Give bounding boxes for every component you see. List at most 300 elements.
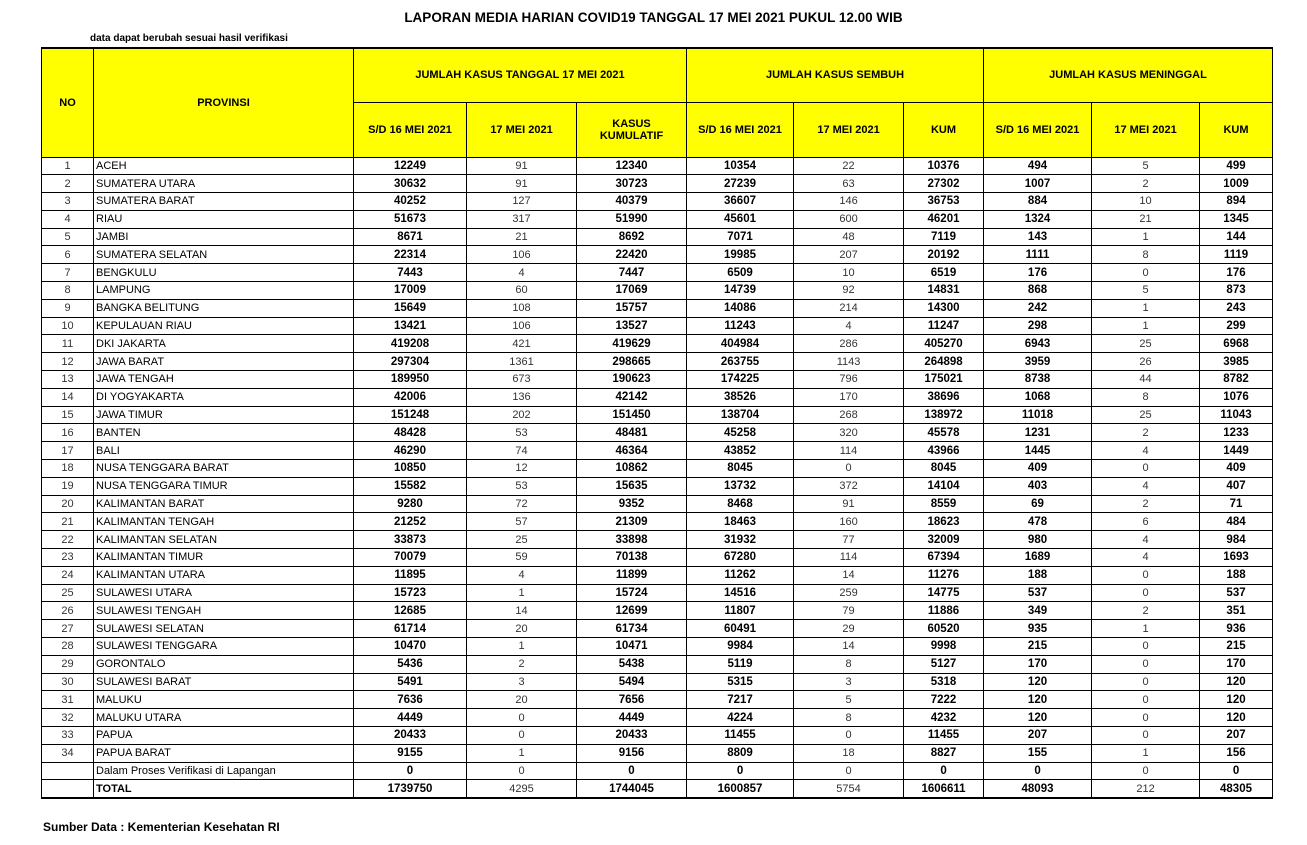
cell-sembuh-sd16: 38526 (687, 388, 794, 406)
cell-no: 5 (42, 228, 94, 246)
cell-sembuh-17: 320 (794, 424, 904, 442)
cell-kasus-sd16: 15723 (354, 584, 467, 602)
cell-no: 13 (42, 371, 94, 389)
cell-sembuh-kum: 175021 (904, 371, 984, 389)
cell-sembuh-17: 170 (794, 388, 904, 406)
cell-meninggal-17: 6 (1092, 513, 1200, 531)
cell-kasus-sd16: 0 (354, 762, 467, 780)
cell-sembuh-17: 29 (794, 620, 904, 638)
header-meninggal-kum: KUM (1200, 102, 1273, 157)
cell-kasus-17: 106 (467, 246, 577, 264)
cell-sembuh-17: 0 (794, 460, 904, 478)
cell-kasus-17: 202 (467, 406, 577, 424)
cell-kasus-sd16: 10850 (354, 460, 467, 478)
table-row (42, 335, 1273, 353)
header-group-meninggal: JUMLAH KASUS MENINGGAL (984, 48, 1273, 102)
cell-provinsi: GORONTALO (94, 655, 354, 673)
cell-no: 31 (42, 691, 94, 709)
cell-sembuh-sd16: 45601 (687, 210, 794, 228)
cell-kasus-sd16: 10470 (354, 638, 467, 656)
cell-sembuh-kum: 10376 (904, 157, 984, 175)
cell-no: 28 (42, 638, 94, 656)
cell-meninggal-sd16: 1068 (984, 388, 1092, 406)
cell-sembuh-17: 600 (794, 210, 904, 228)
cell-provinsi: SULAWESI TENGGARA (94, 638, 354, 656)
cell-meninggal-17: 0 (1092, 566, 1200, 584)
cell-sembuh-kum: 38696 (904, 388, 984, 406)
cell-meninggal-sd16: 11018 (984, 406, 1092, 424)
header-sembuh-sd16: S/D 16 MEI 2021 (687, 102, 794, 157)
cell-sembuh-sd16: 60491 (687, 620, 794, 638)
table-body (42, 157, 1273, 798)
cell-kasus-17: 20 (467, 691, 577, 709)
cell-meninggal-17: 1 (1092, 744, 1200, 762)
cell-sembuh-kum: 7222 (904, 691, 984, 709)
cell-provinsi: SULAWESI SELATAN (94, 620, 354, 638)
cell-meninggal-kum: 188 (1200, 566, 1273, 584)
cell-provinsi: NUSA TENGGARA BARAT (94, 460, 354, 478)
cell-sembuh-kum: 11455 (904, 727, 984, 745)
cell-meninggal-17: 26 (1092, 353, 1200, 371)
cell-meninggal-17: 4 (1092, 442, 1200, 460)
cell-sembuh-17: 5754 (794, 780, 904, 798)
cell-meninggal-17: 10 (1092, 193, 1200, 211)
cell-kasus-kumulatif: 151450 (577, 406, 687, 424)
cell-sembuh-kum: 264898 (904, 353, 984, 371)
cell-kasus-17: 1361 (467, 353, 577, 371)
cell-sembuh-sd16: 14516 (687, 584, 794, 602)
table-row (42, 460, 1273, 478)
cell-kasus-kumulatif: 17069 (577, 282, 687, 300)
cell-meninggal-kum: 409 (1200, 460, 1273, 478)
cell-kasus-kumulatif: 40379 (577, 193, 687, 211)
cell-provinsi: Dalam Proses Verifikasi di Lapangan (94, 762, 354, 780)
cell-meninggal-sd16: 6943 (984, 335, 1092, 353)
cell-meninggal-sd16: 48093 (984, 780, 1092, 798)
cell-sembuh-sd16: 5315 (687, 673, 794, 691)
cell-no: 24 (42, 566, 94, 584)
cell-sembuh-kum: 1606611 (904, 780, 984, 798)
table-row (42, 495, 1273, 513)
cell-kasus-17: 317 (467, 210, 577, 228)
cell-meninggal-kum: 894 (1200, 193, 1273, 211)
cell-no: 1 (42, 157, 94, 175)
cell-no: 9 (42, 299, 94, 317)
cell-meninggal-17: 0 (1092, 709, 1200, 727)
cell-meninggal-17: 0 (1092, 638, 1200, 656)
cell-meninggal-17: 2 (1092, 495, 1200, 513)
cell-kasus-sd16: 42006 (354, 388, 467, 406)
cell-sembuh-sd16: 11262 (687, 566, 794, 584)
cell-meninggal-sd16: 188 (984, 566, 1092, 584)
cell-meninggal-sd16: 207 (984, 727, 1092, 745)
cell-meninggal-17: 0 (1092, 691, 1200, 709)
cell-kasus-sd16: 189950 (354, 371, 467, 389)
cell-meninggal-kum: 120 (1200, 691, 1273, 709)
cell-meninggal-sd16: 1445 (984, 442, 1092, 460)
verification-note: data dapat berubah sesuai hasil verifikasi (90, 33, 288, 44)
cell-meninggal-17: 5 (1092, 282, 1200, 300)
cell-no: 30 (42, 673, 94, 691)
cell-kasus-kumulatif: 7447 (577, 264, 687, 282)
cell-sembuh-sd16: 263755 (687, 353, 794, 371)
cell-provinsi: SULAWESI BARAT (94, 673, 354, 691)
cell-sembuh-kum: 14775 (904, 584, 984, 602)
cell-sembuh-sd16: 14739 (687, 282, 794, 300)
cell-kasus-sd16: 7443 (354, 264, 467, 282)
cell-sembuh-kum: 4232 (904, 709, 984, 727)
cell-sembuh-sd16: 5119 (687, 655, 794, 673)
cell-kasus-17: 25 (467, 531, 577, 549)
cell-provinsi: SUMATERA SELATAN (94, 246, 354, 264)
table-row (42, 727, 1273, 745)
cell-sembuh-sd16: 11455 (687, 727, 794, 745)
cell-provinsi: KEPULAUAN RIAU (94, 317, 354, 335)
cell-meninggal-17: 0 (1092, 727, 1200, 745)
cell-meninggal-sd16: 884 (984, 193, 1092, 211)
cell-meninggal-kum: 351 (1200, 602, 1273, 620)
cell-meninggal-kum: 984 (1200, 531, 1273, 549)
cell-kasus-kumulatif: 0 (577, 762, 687, 780)
cell-provinsi: MALUKU (94, 691, 354, 709)
cell-meninggal-17: 1 (1092, 317, 1200, 335)
cell-sembuh-sd16: 404984 (687, 335, 794, 353)
cell-sembuh-kum: 43966 (904, 442, 984, 460)
cell-kasus-sd16: 297304 (354, 353, 467, 371)
cell-meninggal-sd16: 403 (984, 477, 1092, 495)
cell-meninggal-sd16: 8738 (984, 371, 1092, 389)
table-row (42, 584, 1273, 602)
cell-kasus-kumulatif: 20433 (577, 727, 687, 745)
cell-meninggal-kum: 215 (1200, 638, 1273, 656)
cell-kasus-17: 53 (467, 424, 577, 442)
cell-kasus-17: 1 (467, 638, 577, 656)
cell-kasus-kumulatif: 7656 (577, 691, 687, 709)
cell-meninggal-kum: 936 (1200, 620, 1273, 638)
cell-meninggal-sd16: 120 (984, 691, 1092, 709)
cell-sembuh-kum: 45578 (904, 424, 984, 442)
cell-meninggal-kum: 11043 (1200, 406, 1273, 424)
cell-meninggal-kum: 8782 (1200, 371, 1273, 389)
cell-meninggal-kum: 3985 (1200, 353, 1273, 371)
cell-sembuh-17: 3 (794, 673, 904, 691)
cell-sembuh-kum: 6519 (904, 264, 984, 282)
cell-meninggal-kum: 71 (1200, 495, 1273, 513)
cell-meninggal-sd16: 215 (984, 638, 1092, 656)
cell-sembuh-kum: 67394 (904, 549, 984, 567)
cell-meninggal-sd16: 298 (984, 317, 1092, 335)
cell-meninggal-kum: 299 (1200, 317, 1273, 335)
cell-kasus-17: 53 (467, 477, 577, 495)
cell-meninggal-17: 0 (1092, 673, 1200, 691)
cell-kasus-sd16: 4449 (354, 709, 467, 727)
header-kasus-kumulatif: KASUS KUMULATIF (577, 102, 687, 157)
cell-meninggal-17: 5 (1092, 157, 1200, 175)
cell-sembuh-17: 92 (794, 282, 904, 300)
cell-meninggal-sd16: 120 (984, 673, 1092, 691)
cell-sembuh-kum: 405270 (904, 335, 984, 353)
cell-no: 16 (42, 424, 94, 442)
cell-no: 14 (42, 388, 94, 406)
table-row (42, 246, 1273, 264)
cell-provinsi: DI YOGYAKARTA (94, 388, 354, 406)
cell-kasus-kumulatif: 298665 (577, 353, 687, 371)
cell-sembuh-sd16: 8045 (687, 460, 794, 478)
cell-kasus-17: 0 (467, 762, 577, 780)
cell-sembuh-kum: 32009 (904, 531, 984, 549)
header-sembuh-kum: KUM (904, 102, 984, 157)
table-row (42, 317, 1273, 335)
header-no: NO (42, 48, 94, 157)
cell-sembuh-kum: 36753 (904, 193, 984, 211)
cell-kasus-17: 106 (467, 317, 577, 335)
data-source: Sumber Data : Kementerian Kesehatan RI (43, 820, 280, 834)
cell-meninggal-17: 4 (1092, 477, 1200, 495)
header-sembuh-17: 17 MEI 2021 (794, 102, 904, 157)
cell-meninggal-sd16: 537 (984, 584, 1092, 602)
cell-meninggal-kum: 1009 (1200, 175, 1273, 193)
cell-sembuh-sd16: 19985 (687, 246, 794, 264)
cell-sembuh-17: 796 (794, 371, 904, 389)
cell-meninggal-17: 25 (1092, 406, 1200, 424)
cell-kasus-kumulatif: 33898 (577, 531, 687, 549)
cell-meninggal-kum: 537 (1200, 584, 1273, 602)
cell-no: 11 (42, 335, 94, 353)
cell-sembuh-17: 207 (794, 246, 904, 264)
cell-sembuh-17: 5 (794, 691, 904, 709)
cell-kasus-kumulatif: 22420 (577, 246, 687, 264)
cell-meninggal-17: 0 (1092, 655, 1200, 673)
table-row (42, 353, 1273, 371)
cell-sembuh-17: 372 (794, 477, 904, 495)
cell-kasus-kumulatif: 10862 (577, 460, 687, 478)
cell-sembuh-17: 77 (794, 531, 904, 549)
cell-meninggal-sd16: 1689 (984, 549, 1092, 567)
cell-meninggal-kum: 407 (1200, 477, 1273, 495)
cell-meninggal-kum: 48305 (1200, 780, 1273, 798)
table-row (42, 282, 1273, 300)
cell-meninggal-sd16: 69 (984, 495, 1092, 513)
cell-kasus-sd16: 7636 (354, 691, 467, 709)
cell-sembuh-sd16: 36607 (687, 193, 794, 211)
cell-meninggal-kum: 176 (1200, 264, 1273, 282)
cell-sembuh-kum: 138972 (904, 406, 984, 424)
cell-sembuh-sd16: 0 (687, 762, 794, 780)
cell-no: 34 (42, 744, 94, 762)
cell-sembuh-kum: 5318 (904, 673, 984, 691)
cell-kasus-kumulatif: 15635 (577, 477, 687, 495)
cell-no: 18 (42, 460, 94, 478)
cell-kasus-sd16: 9280 (354, 495, 467, 513)
cell-sembuh-sd16: 11243 (687, 317, 794, 335)
cell-sembuh-kum: 7119 (904, 228, 984, 246)
cell-meninggal-sd16: 170 (984, 655, 1092, 673)
cell-sembuh-sd16: 7071 (687, 228, 794, 246)
cell-sembuh-17: 1143 (794, 353, 904, 371)
cell-meninggal-17: 212 (1092, 780, 1200, 798)
cell-kasus-kumulatif: 46364 (577, 442, 687, 460)
cell-meninggal-17: 1 (1092, 299, 1200, 317)
table-row (42, 477, 1273, 495)
cell-sembuh-sd16: 8809 (687, 744, 794, 762)
cell-no: 6 (42, 246, 94, 264)
cell-meninggal-17: 0 (1092, 460, 1200, 478)
cell-provinsi: DKI JAKARTA (94, 335, 354, 353)
cell-meninggal-sd16: 935 (984, 620, 1092, 638)
cell-sembuh-17: 48 (794, 228, 904, 246)
cell-provinsi: PAPUA BARAT (94, 744, 354, 762)
cell-kasus-17: 4295 (467, 780, 577, 798)
cell-kasus-sd16: 13421 (354, 317, 467, 335)
table-row (42, 531, 1273, 549)
cell-sembuh-sd16: 18463 (687, 513, 794, 531)
cell-provinsi: BANGKA BELITUNG (94, 299, 354, 317)
table-row (42, 620, 1273, 638)
cell-meninggal-17: 21 (1092, 210, 1200, 228)
cell-no: 29 (42, 655, 94, 673)
cell-meninggal-17: 2 (1092, 602, 1200, 620)
cell-meninggal-17: 8 (1092, 246, 1200, 264)
cell-provinsi: BENGKULU (94, 264, 354, 282)
table-row (42, 709, 1273, 727)
cell-no: 25 (42, 584, 94, 602)
cell-kasus-17: 127 (467, 193, 577, 211)
cell-sembuh-sd16: 43852 (687, 442, 794, 460)
cell-sembuh-17: 22 (794, 157, 904, 175)
cell-meninggal-17: 4 (1092, 549, 1200, 567)
cell-sembuh-kum: 27302 (904, 175, 984, 193)
cell-kasus-kumulatif: 419629 (577, 335, 687, 353)
cell-sembuh-kum: 0 (904, 762, 984, 780)
cell-kasus-sd16: 21252 (354, 513, 467, 531)
cell-sembuh-17: 160 (794, 513, 904, 531)
cell-sembuh-kum: 11247 (904, 317, 984, 335)
cell-provinsi: JAWA TENGAH (94, 371, 354, 389)
cell-kasus-kumulatif: 5494 (577, 673, 687, 691)
cell-meninggal-kum: 120 (1200, 673, 1273, 691)
cell-sembuh-17: 0 (794, 762, 904, 780)
cell-provinsi: NUSA TENGGARA TIMUR (94, 477, 354, 495)
table-row (42, 762, 1273, 780)
cell-kasus-17: 21 (467, 228, 577, 246)
cell-no: 17 (42, 442, 94, 460)
cell-kasus-17: 14 (467, 602, 577, 620)
cell-kasus-17: 4 (467, 566, 577, 584)
cell-meninggal-kum: 1449 (1200, 442, 1273, 460)
cell-meninggal-sd16: 349 (984, 602, 1092, 620)
header-meninggal-17: 17 MEI 2021 (1092, 102, 1200, 157)
cell-meninggal-17: 1 (1092, 620, 1200, 638)
cell-provinsi: SUMATERA BARAT (94, 193, 354, 211)
cell-kasus-sd16: 12249 (354, 157, 467, 175)
cell-sembuh-sd16: 27239 (687, 175, 794, 193)
cell-sembuh-kum: 11886 (904, 602, 984, 620)
table-row (42, 638, 1273, 656)
cell-kasus-17: 57 (467, 513, 577, 531)
cell-meninggal-kum: 6968 (1200, 335, 1273, 353)
cell-kasus-17: 136 (467, 388, 577, 406)
cell-kasus-kumulatif: 51990 (577, 210, 687, 228)
cell-meninggal-sd16: 1231 (984, 424, 1092, 442)
cell-meninggal-sd16: 1111 (984, 246, 1092, 264)
cell-kasus-17: 20 (467, 620, 577, 638)
cell-meninggal-sd16: 120 (984, 709, 1092, 727)
cell-provinsi: KALIMANTAN SELATAN (94, 531, 354, 549)
cell-kasus-kumulatif: 11899 (577, 566, 687, 584)
cell-meninggal-kum: 1345 (1200, 210, 1273, 228)
cell-meninggal-sd16: 0 (984, 762, 1092, 780)
table-row (42, 193, 1273, 211)
cell-meninggal-sd16: 155 (984, 744, 1092, 762)
cell-meninggal-sd16: 3959 (984, 353, 1092, 371)
cell-sembuh-sd16: 67280 (687, 549, 794, 567)
cell-sembuh-17: 79 (794, 602, 904, 620)
table-row (42, 673, 1273, 691)
cell-sembuh-kum: 8827 (904, 744, 984, 762)
cell-provinsi: ACEH (94, 157, 354, 175)
cell-meninggal-sd16: 409 (984, 460, 1092, 478)
cell-sembuh-17: 114 (794, 549, 904, 567)
cell-sembuh-17: 18 (794, 744, 904, 762)
report-title: LAPORAN MEDIA HARIAN COVID19 TANGGAL 17 MEI 2021 PUKUL 12.00 WIB (404, 10, 903, 25)
cell-sembuh-sd16: 10354 (687, 157, 794, 175)
cell-kasus-sd16: 151248 (354, 406, 467, 424)
cell-no (42, 762, 94, 780)
cell-meninggal-17: 25 (1092, 335, 1200, 353)
cell-sembuh-kum: 14104 (904, 477, 984, 495)
cell-meninggal-17: 4 (1092, 531, 1200, 549)
cell-provinsi: BANTEN (94, 424, 354, 442)
cell-sembuh-sd16: 45258 (687, 424, 794, 442)
cell-sembuh-sd16: 4224 (687, 709, 794, 727)
cell-kasus-sd16: 61714 (354, 620, 467, 638)
table-row (42, 406, 1273, 424)
cell-no (42, 780, 94, 798)
cell-sembuh-kum: 8559 (904, 495, 984, 513)
cell-sembuh-sd16: 8468 (687, 495, 794, 513)
table-row (42, 210, 1273, 228)
header-group-kasus: JUMLAH KASUS TANGGAL 17 MEI 2021 (354, 48, 687, 102)
cell-meninggal-sd16: 1324 (984, 210, 1092, 228)
cell-sembuh-sd16: 1600857 (687, 780, 794, 798)
table-row (42, 513, 1273, 531)
cell-kasus-sd16: 1739750 (354, 780, 467, 798)
cell-no: 4 (42, 210, 94, 228)
header-group-sembuh: JUMLAH KASUS SEMBUH (687, 48, 984, 102)
cell-kasus-17: 1 (467, 584, 577, 602)
cell-sembuh-kum: 8045 (904, 460, 984, 478)
cell-kasus-sd16: 51673 (354, 210, 467, 228)
cell-meninggal-17: 8 (1092, 388, 1200, 406)
cell-kasus-kumulatif: 42142 (577, 388, 687, 406)
table-row (42, 424, 1273, 442)
cell-kasus-kumulatif: 21309 (577, 513, 687, 531)
cell-sembuh-kum: 5127 (904, 655, 984, 673)
cell-no: 3 (42, 193, 94, 211)
header-kasus-17: 17 MEI 2021 (467, 102, 577, 157)
cell-sembuh-kum: 11276 (904, 566, 984, 584)
cell-kasus-sd16: 70079 (354, 549, 467, 567)
cell-sembuh-sd16: 13732 (687, 477, 794, 495)
cell-provinsi: RIAU (94, 210, 354, 228)
cell-sembuh-kum: 46201 (904, 210, 984, 228)
cell-kasus-sd16: 9155 (354, 744, 467, 762)
cell-kasus-sd16: 8671 (354, 228, 467, 246)
cell-sembuh-sd16: 174225 (687, 371, 794, 389)
cell-kasus-17: 108 (467, 299, 577, 317)
cell-kasus-sd16: 11895 (354, 566, 467, 584)
cell-kasus-kumulatif: 190623 (577, 371, 687, 389)
